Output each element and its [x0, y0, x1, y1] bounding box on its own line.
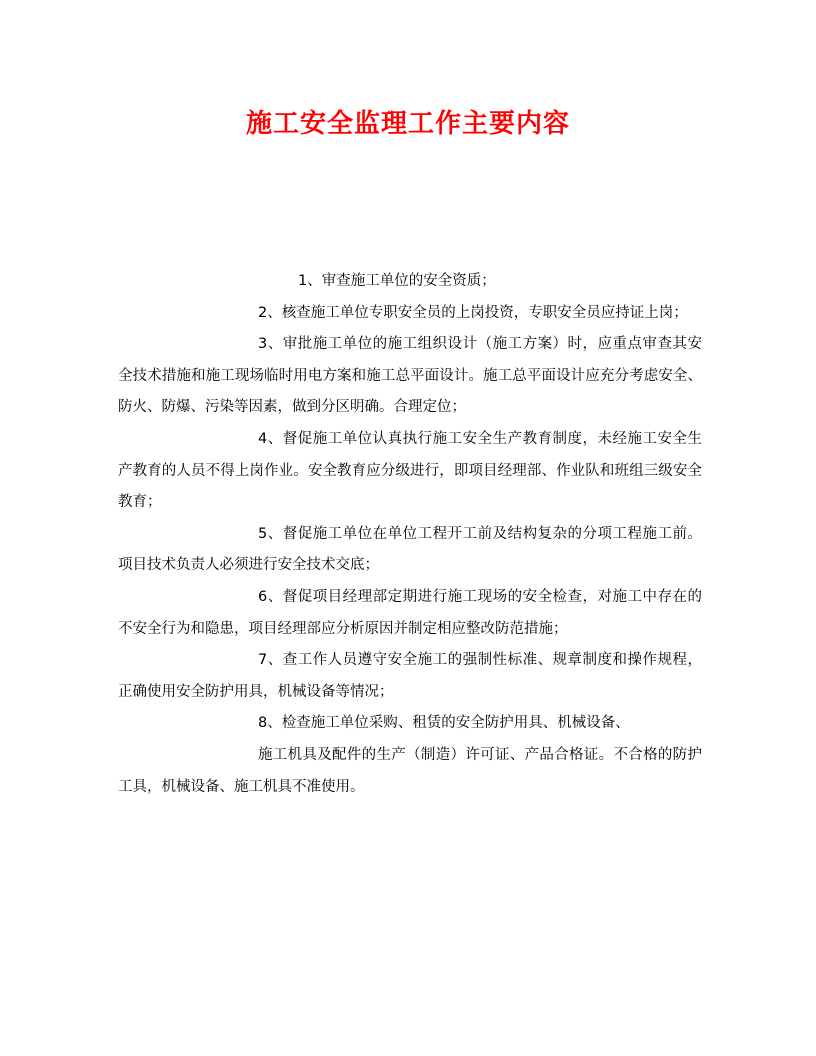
paragraph-8: 8、检查施工单位采购、租赁的安全防护用具、机械设备、	[258, 715, 630, 732]
paragraph-6: 6、督促项目经理部定期进行施工现场的安全检查，对施工中存在的不安全行为和隐患，项目经理部应分析原因并制定相应整改防范措施；	[118, 588, 702, 637]
document-title: 施工安全监理工作主要内容	[245, 109, 570, 139]
paragraph-5: 5、督促施工单位在单位工程开工前及结构复杂的分项工程施工前。项目技术负责人必须进行安全技术交底；	[118, 525, 702, 574]
paragraph-3: 3、审批施工单位的施工组织设计（施工方案）时，应重点审查其安全技术措施和施工现场临时用电方案和施工总平面设计。施工总平面设计应充分考虑安全、防火、防爆、污染等因素，做到分区明确。合理定位；	[118, 336, 702, 416]
paragraph-1: 1、审查施工单位的安全资质；	[298, 273, 496, 289]
document-body	[118, 266, 702, 803]
paragraph-7: 7、查工作人员遵守安全施工的强制性标准、规章制度和操作规程，正确使用安全防护用具，机械设备等情况；	[118, 652, 702, 700]
paragraph-2: 2、核查施工单位专职安全员的上岗投资，专职安全员应持证上岗；	[258, 304, 688, 321]
paragraph-4: 4、督促施工单位认真执行施工安全生产教育制度，未经施工安全生产教育的人员不得上岗作业。安全教育应分级进行，即项目经理部、作业队和班组三级安全教育；	[118, 430, 702, 511]
paragraph-9: 施工机具及配件的生产（制造）许可证、产品合格证。不合格的防护工具，机械设备、施工机具不准使用。	[118, 746, 702, 795]
